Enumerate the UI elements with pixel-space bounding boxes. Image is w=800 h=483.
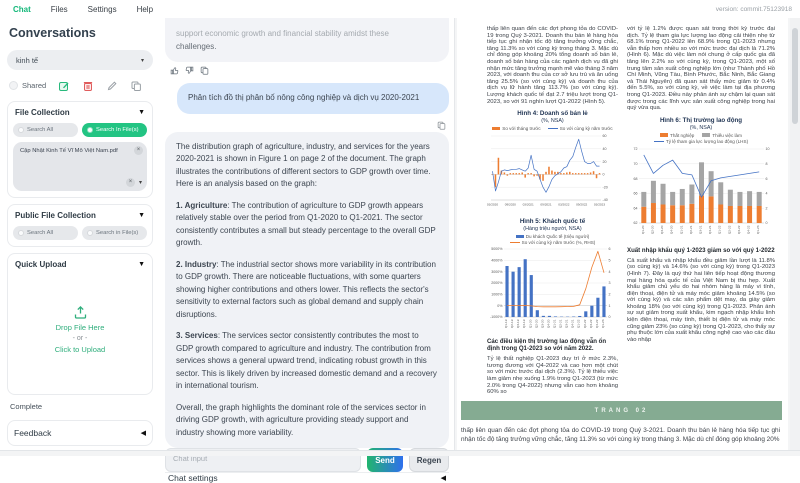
nav-settings[interactable]: Settings (88, 5, 117, 14)
svg-text:Q2-22: Q2-22 (583, 319, 587, 328)
pdf-page (457, 0, 788, 450)
international-visitors-chart (487, 246, 618, 334)
chat-settings-label: Chat settings (168, 473, 218, 483)
sidebar (0, 18, 160, 450)
duplicate-icon[interactable] (129, 79, 142, 92)
svg-text:68: 68 (634, 177, 638, 181)
svg-text:Q3-21: Q3-21 (699, 225, 703, 234)
svg-text:66: 66 (634, 191, 638, 195)
svg-text:60: 60 (603, 134, 607, 138)
caret-down-icon: ▼ (138, 212, 145, 219)
chevron-down-icon[interactable]: ▾ (139, 179, 142, 186)
quick-upload-header[interactable] (13, 259, 147, 270)
svg-text:03/2023: 03/2023 (594, 203, 605, 207)
quick-upload-card (7, 253, 153, 395)
feedback-section[interactable] (7, 420, 153, 446)
doc-paragraph: Tỷ lệ thất nghiệp Q1-2023 duy trì ở mức 2.3%, tương đương với Q4-2022 và cao hơn một chút so với mức trước đại dịch (2.3%). Tỷ lệ thiếu việc làm giảm nhẹ xuống 1.9% trong Q1-2023 (từ mức 2.0% trong Q4-2022) nhưng vẫn cao hơn khoảng 60% so (487, 356, 618, 396)
svg-text:Q4-22: Q4-22 (595, 319, 599, 328)
radio-icon (18, 230, 24, 236)
file-collection-card (7, 101, 153, 198)
radio-icon (18, 127, 24, 133)
svg-text:4: 4 (609, 270, 611, 274)
copy-icon[interactable] (200, 66, 209, 75)
message-paragraph: 1. Agriculture: The contribution of agriculture to GDP growth appears relatively stable over the period from Q1-2020 to Q1-2021. The sector consistently contributes a small but steady percentage to the overall GDP growth. (176, 200, 438, 250)
document-viewer (454, 0, 800, 450)
svg-text:3: 3 (609, 281, 611, 285)
selected-files-box (13, 142, 147, 191)
svg-text:Q1-21: Q1-21 (553, 319, 557, 328)
assistant-message (165, 132, 449, 449)
public-search-mode (13, 226, 147, 240)
conversation-selected: kinh tế (16, 56, 38, 65)
conversation-actions (9, 79, 153, 92)
message-paragraph: Overall, the graph highlights the dominant role of the services sector in driving GDP growth, with agriculture providing steady support and industry showing more variability. (176, 402, 438, 440)
doc-paragraph: thấp liên quan đến các đợt phong tỏa do COVID-19 trong Quý 3-2021. Doanh thu bán lẻ hàng hóa tiếp tục ghi nhận tốc độ tăng trưởng vững chắc, tăng 11.3% so với cùng kỳ trong tháng 3. Mặc dù chỉ đóng góp khoảng 20% tổng doanh số bán lẻ, doanh số bán hàng của các ngành dịch vụ đã ghi nhận mức tăng trưởng mạnh mẽ vào tháng 3 năm 2023, với doanh thu của cơ sở lưu trú và ăn uống tăng 25.5% (so với cùng kỳ) và doanh thu của dịch vụ lữ hành tăng 113.7% (so với cùng kỳ). Lượng khách quốc tế đạt 2.7 triệu lượt trong Q1-2023, so với 91 nghìn lượt Q1-2022 (Hình 5). (487, 26, 618, 105)
send-button[interactable]: Send (367, 448, 403, 472)
quick-upload-title: Quick Upload (15, 260, 67, 269)
svg-text:1: 1 (609, 304, 611, 308)
svg-text:0: 0 (766, 221, 768, 225)
doc-paragraph: với tỷ lệ 1.2% được quan sát trong thời kỳ trước đại dịch. Tỷ lệ tham gia lực lượng lao động cải thiện nhẹ từ 68.1% trong Q1-2022 lên 68.9% trong Q1-2023 nhưng vẫn thấp hơn nhiều so với mức trước đại dịch là 71.2% (Hình 6). Mặc dù việc làm nói chung ở cấp quốc gia đã tăng lên 2.2% so với cùng kỳ, trong Q1-2023, một số trung tâm sản xuất công nghiệp lớn (như Thành phố Hồ Chí Minh, Vũng Tàu, Bình Phước, Bắc Ninh, Bắc Giang và Thái Nguyên) đã quan sát thấy mức giảm từ 0.4% đến 5.5%, so với cùng kỳ, về việc làm tại địa phương trong Q1-2023. Điều này phản ánh sự chậm lại quan sát được trong các lĩnh vực sản xuất công nghiệp trong hai quý vừa qua. (627, 26, 775, 112)
svg-text:Q3-20: Q3-20 (540, 319, 544, 328)
conversations-title: Conversations (9, 26, 153, 40)
figure-legend: So với tháng trước So với cùng kỳ năm trước (487, 126, 618, 131)
retail-sales-chart (487, 132, 618, 214)
public-file-collection-title: Public File Collection (15, 211, 96, 220)
message-text: challenges. (176, 41, 438, 54)
trash-icon[interactable] (81, 79, 94, 92)
svg-text:-40: -40 (603, 198, 608, 202)
user-message: Phân tích đồ thị phân bố nông công nghiệp và dịch vụ 2020-2021 (177, 83, 449, 114)
figure-title: Hình 5: Khách quốc tế (487, 218, 618, 225)
shared-toggle[interactable] (9, 81, 46, 90)
chat-settings-row[interactable] (165, 472, 449, 483)
nav-chat[interactable]: Chat (13, 5, 31, 14)
upload-icon (73, 305, 88, 320)
svg-text:-20: -20 (603, 186, 608, 190)
svg-text:Q2-21: Q2-21 (559, 319, 563, 328)
caret-down-icon: ▼ (138, 261, 145, 268)
svg-text:Q4-22: Q4-22 (747, 225, 751, 234)
svg-text:09/2020: 09/2020 (505, 203, 516, 207)
click-to-upload-link[interactable]: Click to Upload (55, 345, 105, 354)
svg-text:8: 8 (766, 162, 768, 166)
svg-text:Q1-22: Q1-22 (577, 319, 581, 328)
horizontal-scrollbar[interactable] (0, 450, 800, 456)
search-all-toggle[interactable] (13, 123, 78, 137)
svg-text:20: 20 (603, 160, 607, 164)
svg-text:10: 10 (766, 147, 770, 151)
search-in-files-toggle[interactable] (82, 123, 147, 137)
radio-icon (87, 230, 93, 236)
svg-text:-1000%: -1000% (490, 315, 503, 319)
figure-4 (487, 110, 618, 214)
svg-text:Q3-19: Q3-19 (516, 319, 520, 328)
svg-text:Q4-20: Q4-20 (546, 319, 550, 328)
svg-text:4: 4 (766, 191, 768, 195)
toggle-knob-icon (9, 81, 18, 90)
remove-file-icon[interactable]: × (134, 146, 143, 155)
document-scrollbar[interactable] (790, 0, 800, 450)
or-label: - or - (73, 335, 88, 342)
svg-text:Q2-21: Q2-21 (689, 225, 693, 234)
svg-text:40: 40 (603, 147, 607, 151)
thumbs-down-icon[interactable] (185, 66, 194, 75)
svg-text:2: 2 (609, 293, 611, 297)
figure-subtitle: (%, NSA) (487, 118, 618, 124)
doc-heading: Các điều kiện thị trường lao động vẫn ổn định trong Q1-2023 so với năm 2022. (487, 338, 618, 352)
figure-5 (487, 218, 618, 334)
search-all-label: Search All (27, 127, 53, 133)
svg-text:0: 0 (609, 315, 611, 319)
svg-text:5000%: 5000% (491, 247, 503, 251)
svg-text:5: 5 (609, 259, 611, 263)
upload-dropzone[interactable] (13, 270, 147, 388)
svg-text:03/2021: 03/2021 (523, 203, 534, 207)
svg-text:6: 6 (766, 177, 768, 181)
svg-text:Q3-20: Q3-20 (660, 225, 664, 234)
svg-text:Q1-19: Q1-19 (504, 319, 508, 328)
version-label: version: commit.75123918 (716, 6, 792, 13)
public-file-collection-card (7, 204, 153, 247)
doc-heading: Xuất nhập khẩu quý 1-2023 giảm so với quý 1-2022 (627, 247, 775, 254)
message-text: support economic growth and financial stability amidst these (176, 28, 438, 41)
file-chip[interactable]: Cập Nhật Kinh Tế Vĩ Mô Việt Nam.pdf (20, 148, 133, 155)
labor-market-chart (627, 145, 775, 243)
collapse-left-icon: ◀ (441, 474, 446, 482)
svg-text:Q1-21: Q1-21 (679, 225, 683, 234)
thumbs-up-icon[interactable] (170, 66, 179, 75)
svg-text:Q3-22: Q3-22 (737, 225, 741, 234)
svg-text:Q2-20: Q2-20 (650, 225, 654, 234)
svg-text:Q3-22: Q3-22 (589, 319, 593, 328)
regen-button[interactable]: Regen (409, 448, 449, 472)
search-in-files-label: Search In File(s) (96, 127, 139, 133)
chat-panel (160, 18, 454, 450)
svg-text:72: 72 (634, 147, 638, 151)
svg-text:64: 64 (634, 206, 638, 210)
drop-file-label: Drop File Here (56, 323, 105, 332)
page-number-banner: TRANG 02 (461, 401, 782, 420)
conversation-select[interactable] (7, 50, 153, 70)
feedback-label: Feedback (14, 428, 51, 438)
svg-text:09/2022: 09/2022 (576, 203, 587, 207)
svg-text:09/2021: 09/2021 (540, 203, 551, 207)
svg-text:1000%: 1000% (491, 293, 503, 297)
svg-text:Q2-20: Q2-20 (534, 319, 538, 328)
svg-text:Q1-22: Q1-22 (718, 225, 722, 234)
figure-title: Hình 4: Doanh số bán lẻ (487, 110, 618, 117)
svg-text:03/2020: 03/2020 (487, 203, 498, 207)
svg-text:Q1-20: Q1-20 (641, 225, 645, 234)
svg-text:Q4-21: Q4-21 (571, 319, 575, 328)
svg-text:0: 0 (603, 173, 605, 177)
svg-text:4000%: 4000% (491, 259, 503, 263)
svg-text:70: 70 (634, 162, 638, 166)
svg-text:Q2-19: Q2-19 (510, 319, 514, 328)
figure-subtitle: (Hàng triệu người, NSA) (487, 226, 618, 232)
file-collection-header[interactable] (13, 107, 147, 118)
message-actions (170, 66, 449, 75)
status-text: Complete (10, 402, 153, 411)
message-paragraph: The distribution graph of agriculture, industry, and services for the years 2020-2021 is shown in Figure 1 on page 2 of the document. The graph illustrates the contributions of different sectors to GDP growth over time. Here is an analysis based on the graph: (176, 141, 438, 191)
svg-text:6: 6 (609, 247, 611, 251)
public-search-all-label: Search All (27, 230, 53, 236)
file-collection-title: File Collection (15, 108, 70, 117)
svg-text:0%: 0% (497, 304, 503, 308)
public-search-all-toggle[interactable] (13, 226, 78, 240)
svg-text:2000%: 2000% (491, 281, 503, 285)
top-nav (0, 0, 800, 18)
svg-text:3000%: 3000% (491, 270, 503, 274)
svg-text:Q4-19: Q4-19 (522, 319, 526, 328)
clear-all-icon[interactable]: × (126, 178, 135, 187)
message-paragraph: 2. Industry: The industrial sector shows more variability in its contribution to GDP growth. There are noticeable fluctuations, with some quarters showing higher contributions and others lower. This reflects the sector's sensitivity to external factors such as global demand and supply chain disruptions. (176, 259, 438, 322)
file-search-mode (13, 123, 147, 137)
public-search-in-files-label: Search in File(s) (96, 230, 138, 236)
pencil-icon[interactable] (105, 79, 118, 92)
figure-subtitle: (%, NSA) (627, 125, 775, 131)
nav-files[interactable]: Files (51, 5, 68, 14)
shared-label: Shared (22, 81, 46, 90)
svg-text:03/2022: 03/2022 (558, 203, 569, 207)
figure-title: Hình 6: Thị trường lao động (627, 117, 775, 124)
figure-legend: Thất nghiệp Thiếu việc làm Tỷ lệ tham gia lực lượng lao động (LHS) (627, 133, 775, 144)
scrollbar-thumb[interactable] (792, 28, 798, 124)
caret-down-icon: ▼ (138, 109, 145, 116)
message-list (165, 18, 449, 448)
public-search-in-files-toggle[interactable] (82, 226, 147, 240)
doc-paragraph: thấp liên quan đến các đợt phong tỏa do COVID-19 trong Quý 3-2021. Doanh thu bán lẻ hàng hóa tiếp tục ghi nhận tốc độ tăng trưởng vững chắc, tăng 11.3% so với cùng kỳ trong tháng 3. Mặc dù chỉ đóng góp khoảng 20% (461, 427, 780, 444)
svg-text:Q1-20: Q1-20 (528, 319, 532, 328)
figure-6 (627, 117, 775, 243)
chevron-down-icon: ▾ (141, 57, 144, 64)
rename-icon[interactable] (57, 79, 70, 92)
public-file-collection-header[interactable] (13, 210, 147, 221)
svg-text:Q4-20: Q4-20 (670, 225, 674, 234)
figure-legend: Du khách Quốc tế (triệu người) So với cùng kỳ năm trước (%, RHS) (487, 234, 618, 245)
radio-icon (87, 127, 93, 133)
doc-paragraph: Cả xuất khẩu và nhập khẩu đều giảm lần lượt là 11.8% (so cùng kỳ) và 14.6% (so với cùng kỳ) trong Q1-2023 (Hình 7). Đây là quý thứ hai liên tiếp hoạt động thương mại hàng hóa quốc tế của Việt Nam bị thu hẹp. Xuất khẩu giảm chủ yếu do hai nhóm hàng là máy vi tính, điện thoại, điện tử và máy móc giảm khoảng 14.5% (so với cùng kỳ) và các sản phẩm dệt may, da giày giảm khoảng 18% (so với cùng kỳ) trong Q1-2023. Phản ánh sự sụt giảm trong xuất khẩu, kim ngạch nhập khẩu linh kiện điện thoại, máy tính, thiết bị điện tử và máy móc cũng giảm 23% (so cùng kỳ) trong Q1-2023, cho thấy sự phụ thuộc lớn của xuất khẩu công nghệ cao vào các đầu vào nhập (627, 258, 775, 344)
svg-text:Q1-23: Q1-23 (601, 319, 605, 328)
svg-text:62: 62 (634, 221, 638, 225)
message-paragraph: 3. Services: The services sector consistently contributes the most to GDP growth compared to agriculture and industry. The contribution from services shows a general upward trend, indicating robust growth in this sector. This is likely driven by increased domestic demand and a recovery in international tourism. (176, 330, 438, 393)
svg-text:Q4-21: Q4-21 (708, 225, 712, 234)
svg-text:Q1-23: Q1-23 (756, 225, 760, 234)
svg-text:Q3-21: Q3-21 (565, 319, 569, 328)
svg-text:2: 2 (766, 206, 768, 210)
copy-message-icon[interactable] (437, 121, 446, 130)
svg-text:Q2-22: Q2-22 (727, 225, 731, 234)
nav-help[interactable]: Help (137, 5, 153, 14)
collapse-left-icon: ◀ (141, 429, 146, 437)
